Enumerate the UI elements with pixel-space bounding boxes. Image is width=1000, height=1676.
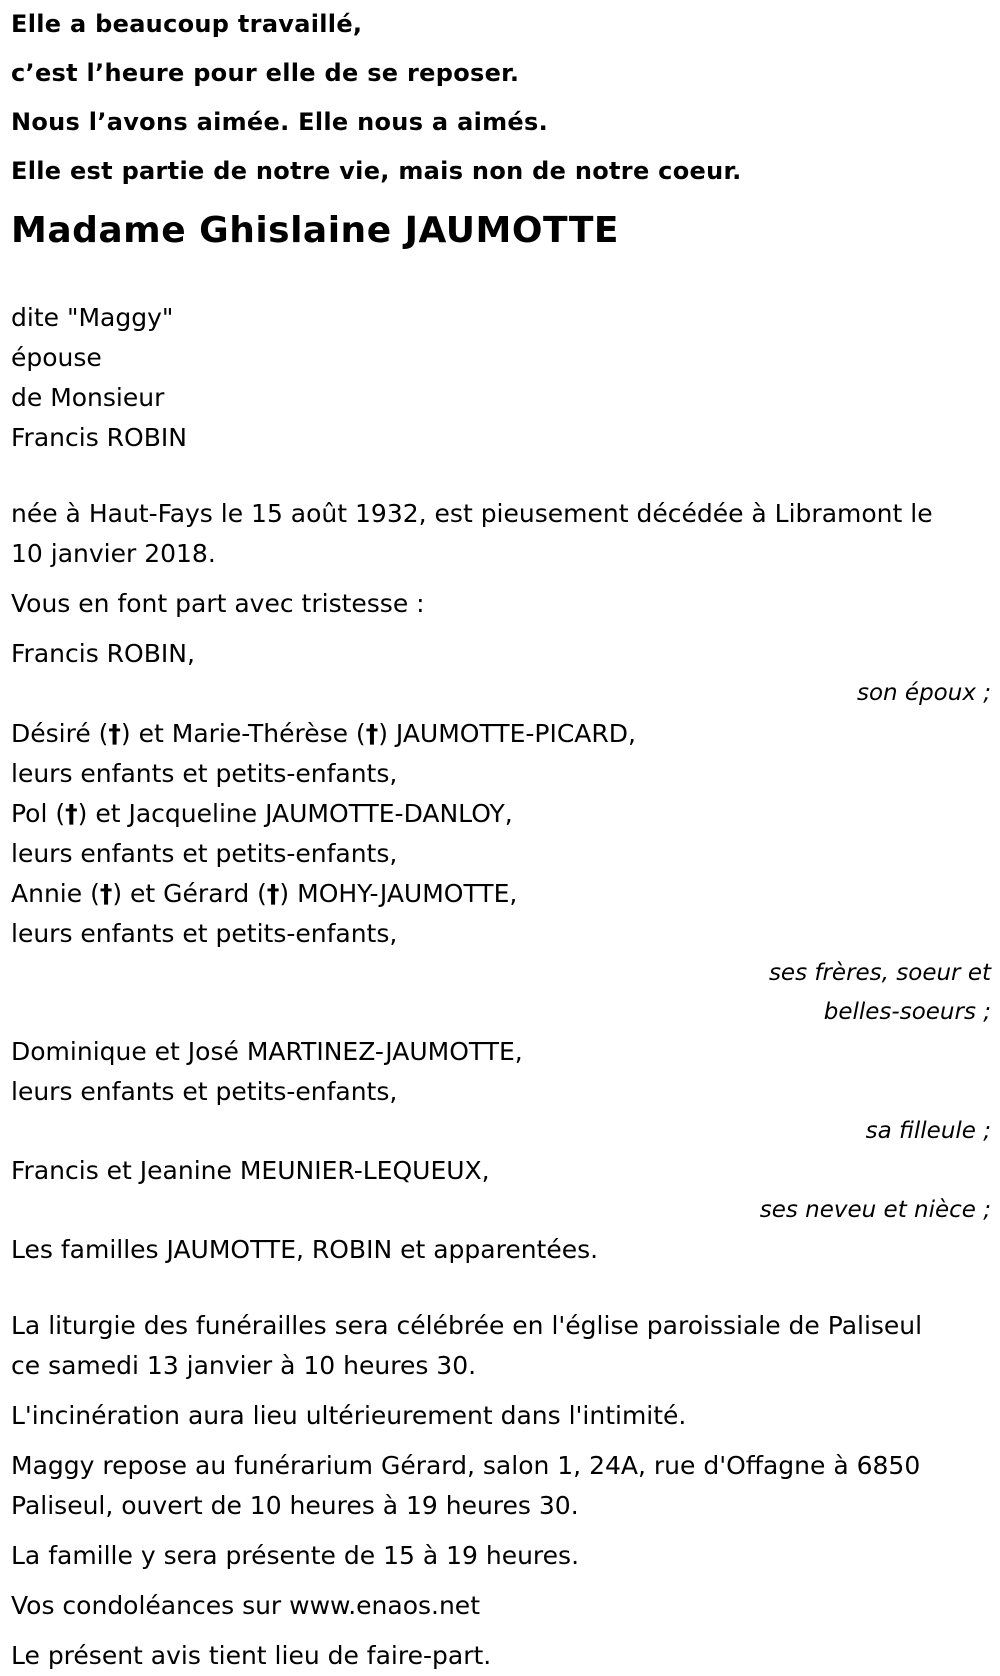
spouse-line-2: de Monsieur xyxy=(11,383,165,412)
deceased-details xyxy=(11,298,991,458)
poem-line-4: Elle est partie de notre vie, mais non de notre coeur. xyxy=(11,157,742,185)
relation-spouse: son époux ; xyxy=(856,680,991,706)
cross-icon: † xyxy=(266,879,280,908)
sibling-line-3: Pol (†) et Jacqueline JAUMOTTE-DANLOY, xyxy=(11,799,513,828)
liturgy-line-2: ce samedi 13 janvier à 10 heures 30. xyxy=(11,1351,477,1380)
nickname: dite "Maggy" xyxy=(11,303,174,332)
liturgy-line-1: La liturgie des funérailles sera célébrée en l'église paroissiale de Paliseul xyxy=(11,1311,923,1340)
cross-icon: † xyxy=(108,719,121,748)
funeral-info xyxy=(11,1306,991,1676)
relation-siblings-1: ses frères, soeur et xyxy=(768,960,991,986)
birth-death-paragraph xyxy=(11,494,991,574)
family-present: La famille y sera présente de 15 à 19 heures. xyxy=(11,1541,580,1570)
relation-goddaughter: sa filleule ; xyxy=(865,1118,991,1144)
cross-icon: † xyxy=(99,879,113,908)
family-siblings xyxy=(11,714,991,954)
family-goddaughter xyxy=(11,1032,991,1112)
obituary-notice xyxy=(11,0,991,1676)
cross-icon: † xyxy=(365,719,379,748)
relation-nephew: ses neveu et nièce ; xyxy=(759,1197,991,1223)
goddaughter-line-1: Dominique et José MARTINEZ-JAUMOTTE, xyxy=(11,1037,523,1066)
family-others: Les familles JAUMOTTE, ROBIN et apparentées. xyxy=(11,1235,599,1264)
cross-icon: † xyxy=(65,799,78,828)
birth-death-line-2: 10 janvier 2018. xyxy=(11,539,216,568)
spouse-line-3: Francis ROBIN xyxy=(11,423,187,452)
relation-siblings-2: belles-soeurs ; xyxy=(823,999,991,1025)
incineration: L'incinération aura lieu ultérieurement dans l'intimité. xyxy=(11,1401,687,1430)
notice: Le présent avis tient lieu de faire-part. xyxy=(11,1641,492,1670)
family-nephew: Francis et Jeanine MEUNIER-LEQUEUX, xyxy=(11,1156,490,1185)
sibling-line-6: leurs enfants et petits-enfants, xyxy=(11,919,398,948)
family-spouse: Francis ROBIN, xyxy=(11,639,195,668)
poem-line-3: Nous l’avons aimée. Elle nous a aimés. xyxy=(11,108,548,136)
poem-line-1: Elle a beaucoup travaillé, xyxy=(11,10,363,38)
deceased-name: Madame Ghislaine JAUMOTTE xyxy=(11,210,619,251)
rest-line-1: Maggy repose au funérarium Gérard, salon 1, 24A, rue d'Offagne à 6850 xyxy=(11,1451,921,1480)
goddaughter-line-2: leurs enfants et petits-enfants, xyxy=(11,1077,398,1106)
sibling-line-5: Annie (†) et Gérard (†) MOHY-JAUMOTTE, xyxy=(11,879,518,908)
condolences: Vos condoléances sur www.enaos.net xyxy=(11,1591,480,1620)
announcement: Vous en font part avec tristesse : xyxy=(11,589,425,618)
sibling-line-1: Désiré (†) et Marie-Thérèse (†) JAUMOTTE-PICARD, xyxy=(11,719,636,748)
sibling-line-2: leurs enfants et petits-enfants, xyxy=(11,759,398,788)
rest-line-2: Paliseul, ouvert de 10 heures à 19 heures 30. xyxy=(11,1491,579,1520)
birth-death-line-1: née à Haut-Fays le 15 août 1932, est pieusement décédée à Libramont le xyxy=(11,499,933,528)
sibling-line-4: leurs enfants et petits-enfants, xyxy=(11,839,398,868)
poem xyxy=(11,0,991,196)
poem-line-2: c’est l’heure pour elle de se reposer. xyxy=(11,59,520,87)
spouse-line-1: épouse xyxy=(11,343,102,372)
